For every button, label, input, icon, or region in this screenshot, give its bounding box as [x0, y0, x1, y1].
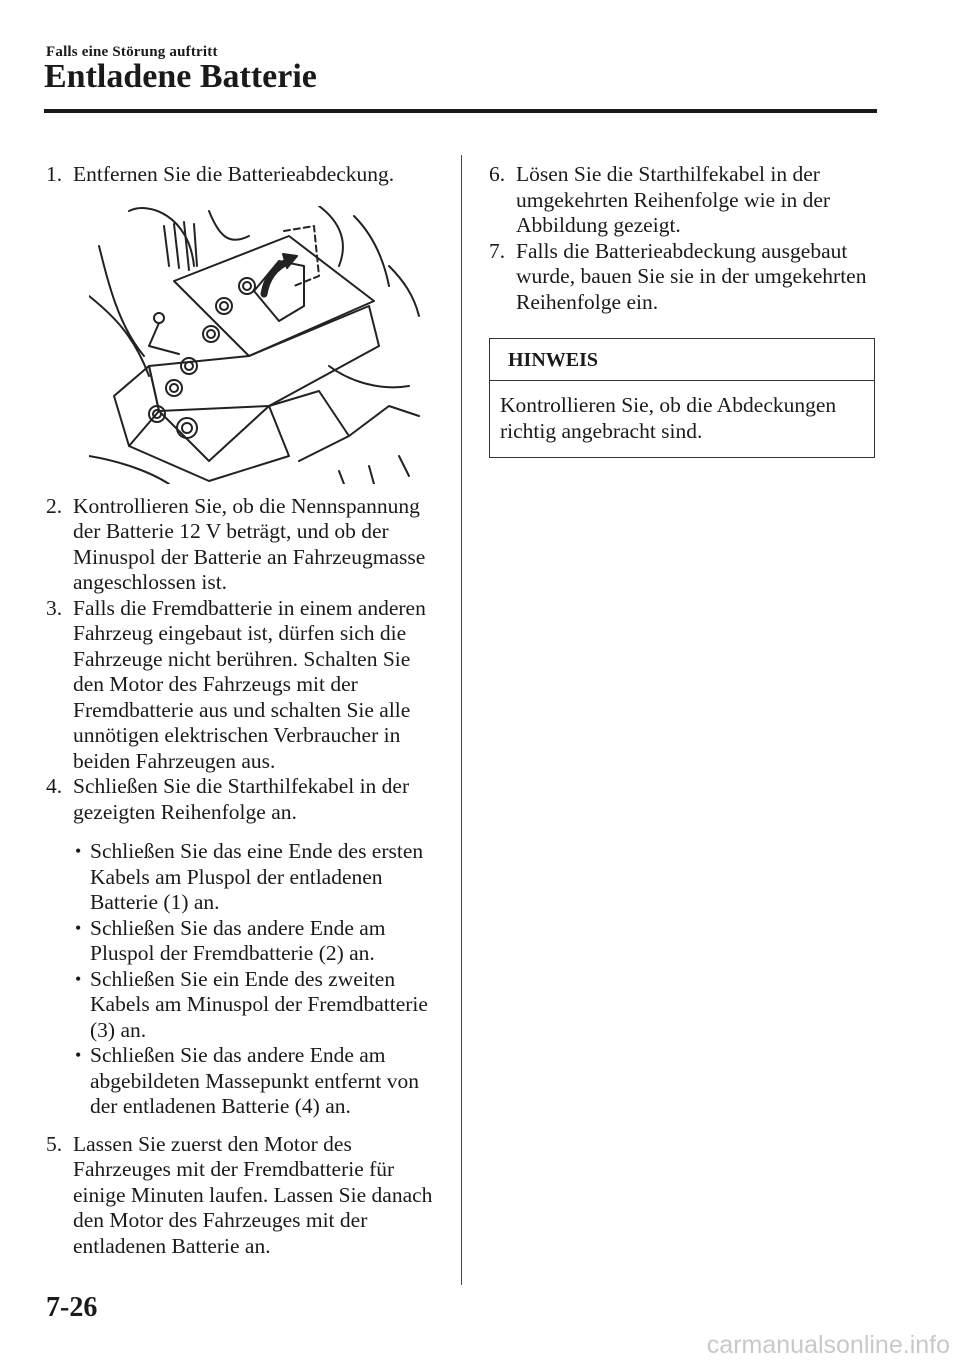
bullet-text: Schließen Sie das eine Ende des ersten Kabels am Pluspol der entladenen Batterie (1) an. — [90, 839, 424, 914]
step-6-text: Lösen Sie die Starthilfekabel in der umgekehrten Reihenfolge wie in der Abbildung gezeigt. — [516, 162, 831, 237]
step-1-number: 1. — [46, 162, 63, 186]
list-item — [46, 839, 441, 916]
bullet-icon: • — [75, 968, 82, 989]
section-label: Falls eine Störung auftritt — [46, 44, 218, 60]
watermark: carmanualsonline.info — [706, 1331, 950, 1359]
page-number: 7-26 — [46, 1292, 98, 1323]
list-item — [46, 916, 441, 967]
note-heading: HINWEIS — [490, 339, 874, 381]
step-3-text: Falls die Fremdbatterie in einem anderen Fahrzeug eingebaut ist, dürfen sich die Fahrzeuge nicht berühren. Schalten Sie den Motor des Fahrzeugs mit der Fremdbatterie aus und schalten Sie alle unnötigen elektrischen Verbraucher in beiden Fahrzeugen aus. — [73, 595, 426, 773]
step-1 — [46, 162, 441, 188]
step-5-text: Lassen Sie zuerst den Motor des Fahrzeuges mit der Fremdbatterie für einige Minuten laufen. Lassen Sie danach den Motor des Fahrzeuges mit der entladenen Batterie an. — [73, 1131, 433, 1258]
step-4-text: Schließen Sie die Starthilfekabel in der gezeigten Reihenfolge an. — [73, 774, 410, 824]
step-5-number: 5. — [46, 1131, 63, 1156]
battery-cover-removal-illustration — [89, 206, 422, 484]
step-2 — [46, 494, 441, 596]
step-7-number: 7. — [489, 238, 506, 263]
page-title: Entladene Batterie — [44, 58, 317, 95]
bullet-text: Schließen Sie das andere Ende am Pluspol der Fremdbatterie (2) an. — [90, 915, 386, 965]
bullet-text: Schließen Sie ein Ende des zweiten Kabels am Minuspol der Fremdbatterie (3) an. — [90, 966, 428, 1042]
title-rule — [44, 109, 877, 113]
step-7 — [489, 239, 884, 316]
step-6-number: 6. — [489, 162, 506, 186]
right-column — [489, 162, 884, 315]
bullet-icon: • — [75, 917, 82, 938]
bullet-text: Schließen Sie das andere Ende am abgebildeten Massepunkt entfernt von der entladenen Batterie (4) an. — [90, 1043, 419, 1118]
step-5 — [46, 1132, 441, 1260]
step-3-number: 3. — [46, 595, 63, 620]
step-3 — [46, 596, 441, 775]
step-2-text: Kontrollieren Sie, ob die Nennspannung der Batterie 12 V beträgt, und ob der Minuspol der Batterie an Fahrzeugmasse angeschlossen ist. — [73, 493, 426, 594]
list-item — [46, 967, 441, 1044]
step-1-text: Entfernen Sie die Batterieabdeckung. — [73, 162, 395, 186]
step-4 — [46, 774, 441, 825]
note-box — [489, 338, 875, 458]
step-6 — [489, 162, 884, 239]
step-7-text: Falls die Batterieabdeckung ausgebaut wurde, bauen Sie sie in der umgekehrten Reihenfolge ein. — [516, 238, 867, 314]
bullet-icon: • — [75, 841, 82, 861]
left-column — [46, 162, 441, 1259]
step-2-number: 2. — [46, 493, 63, 518]
bullet-icon: • — [75, 1045, 82, 1065]
step-4-number: 4. — [46, 774, 63, 798]
note-text: Kontrollieren Sie, ob die Abdeckungen richtig angebracht sind. — [500, 393, 837, 443]
column-divider — [461, 155, 462, 1285]
connection-bullet-list — [46, 839, 441, 1120]
list-item — [46, 1043, 441, 1120]
